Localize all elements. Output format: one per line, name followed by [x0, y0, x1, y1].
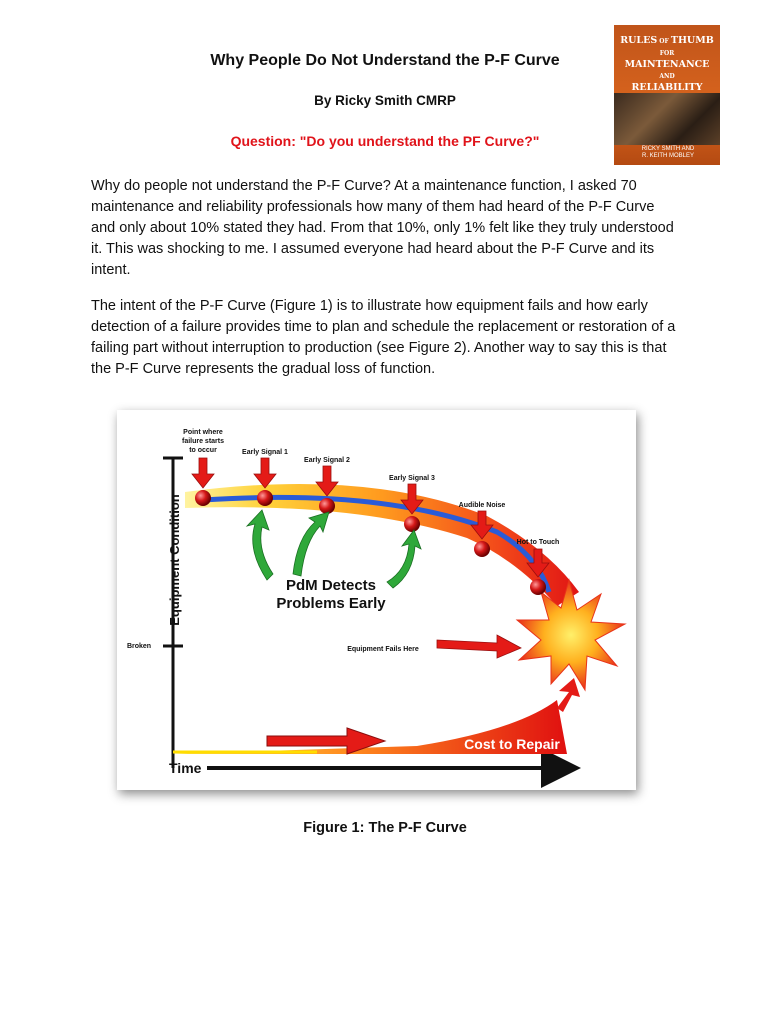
pf-curve-diagram: [117, 410, 636, 790]
label-failure-start-3: to occur: [189, 447, 217, 454]
arrow-early-signal-1: [254, 458, 276, 488]
book-cover-authors: RICKY SMITH AND R. KEITH MOBLEY: [641, 146, 695, 159]
paragraph-2: The intent of the P-F Curve (Figure 1) is to illustrate how equipment fails and how early detection of a failure provides time to plan and schedule the replacement or restoration of a failing part without interruption to production (see Figure 2). Another way to say this is that the P-F Curve represents the gradual loss of function.: [91, 298, 676, 377]
label-early-signal-2: Early Signal 2: [304, 457, 350, 464]
point-hot-to-touch: [530, 579, 546, 595]
point-early-signal-3: [404, 516, 420, 532]
pdm-arrow-1: [247, 510, 273, 580]
figure-caption: Figure 1: The P-F Curve: [303, 820, 467, 836]
label-broken: Broken: [126, 643, 152, 650]
point-audible-noise: [474, 541, 490, 557]
page-title: Why People Do Not Understand the P-F Curve: [210, 52, 560, 69]
label-failure-start-2: failure starts: [181, 438, 225, 445]
pdm-arrow-2: [293, 512, 329, 576]
label-pdm-line-1: PdM Detects: [285, 577, 377, 594]
point-early-signal-1: [257, 490, 273, 506]
byline: By Ricky Smith CMRP: [314, 93, 456, 108]
book-cover-title: RULES OF THUMB FOR MAINTENANCE AND RELIABILITY: [620, 35, 714, 93]
label-audible-noise: Audible Noise: [458, 502, 506, 509]
pdm-arrow-3: [387, 530, 421, 588]
label-hot-to-touch: Hot to Touch: [516, 539, 560, 546]
label-equipment-fails: Equipment Fails Here: [347, 646, 419, 653]
pf-curve-figure: [117, 410, 636, 790]
question-heading: Question: "Do you understand the PF Curve?": [230, 133, 540, 149]
label-early-signal-1: Early Signal 1: [242, 449, 288, 456]
label-failure-start-1: Point where: [183, 429, 223, 436]
cost-rising-arrow: [557, 678, 580, 712]
label-early-signal-3: Early Signal 3: [389, 475, 435, 482]
cost-to-repair-label: Cost to Repair: [464, 736, 560, 752]
book-cover-image: [614, 25, 720, 165]
point-failure-start: [195, 490, 211, 506]
book-cover-photo: [614, 93, 720, 145]
failure-burst: [517, 580, 625, 690]
point-early-signal-2: [319, 498, 335, 514]
arrow-failure-start: [192, 458, 214, 488]
arrow-equipment-fails: [437, 635, 521, 658]
label-pdm-line-2: Problems Early: [276, 595, 386, 612]
paragraph-1: Why do people not understand the P-F Curve? At a maintenance function, I asked 70 maintenance and reliability professionals how many of them had heard of the P-F Curve and only about 10% stated they had. From that 10%, only 1% felt like they truly understood it. This was shocking to me. I assumed everyone had heard about the P-F Curve and its intent.: [91, 178, 674, 278]
x-axis-label: Time: [169, 760, 202, 776]
y-axis-label: Equipment Condition: [167, 494, 182, 626]
